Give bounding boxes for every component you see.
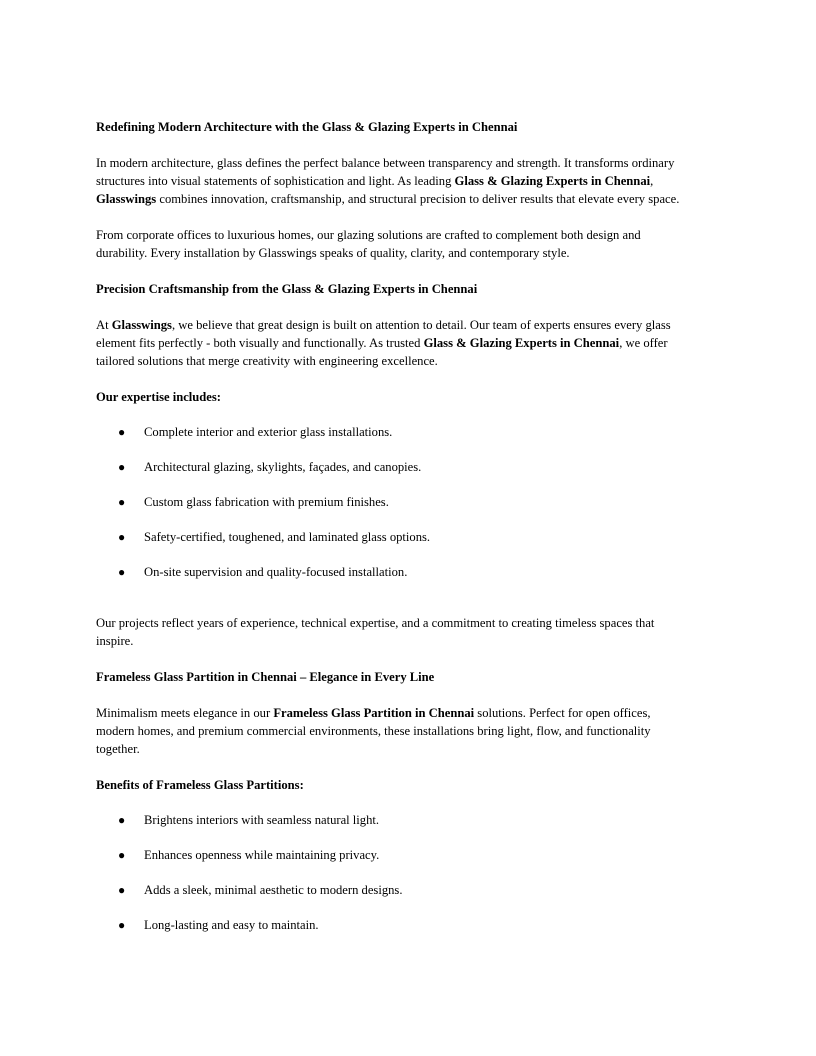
bullet-icon: ● — [118, 883, 126, 897]
benefits-list — [96, 811, 726, 934]
intro-paragraph-1: In modern architecture, glass defines the perfect balance between transparency and strength. It transforms ordinary structures into visual statements of sophistication and light. As leading Glass & Glazing Experts in Chennai, Glasswings combines innovation, craftsmanship, and structural precision to deliver results that elevate every space. — [96, 156, 680, 206]
list-item: ● Safety-certified, toughened, and laminated glass options. — [118, 530, 431, 544]
frameless-paragraph: Minimalism meets elegance in our Frameless Glass Partition in Chennai solutions. Perfect for open offices, modern homes, and premium commercial environments, these installations bring light, flow, and functionality together. — [96, 706, 651, 756]
list-item: ● On-site supervision and quality-focused installation. — [118, 565, 408, 579]
precision-paragraph: At Glasswings, we believe that great design is built on attention to detail. Our team of experts ensures every glass element fits perfectly - both visually and functionally. As trusted Glass & Glazing Experts in Chennai, we offer tailored solutions that merge creativity with engineering excellence. — [96, 318, 671, 368]
list-item: ● Architectural glazing, skylights, façades, and canopies. — [118, 460, 422, 474]
bullet-icon: ● — [118, 495, 126, 509]
bullet-icon: ● — [118, 813, 126, 827]
expertise-heading: Our expertise includes: — [96, 390, 221, 404]
benefits-heading: Benefits of Frameless Glass Partitions: — [96, 778, 304, 792]
document-page — [96, 118, 726, 951]
precision-heading: Precision Craftsmanship from the Glass & Glazing Experts in Chennai — [96, 282, 478, 296]
frameless-heading: Frameless Glass Partition in Chennai – Elegance in Every Line — [96, 670, 435, 684]
bullet-icon: ● — [118, 565, 126, 579]
bullet-icon: ● — [118, 530, 126, 544]
list-item: ● Enhances openness while maintaining privacy. — [118, 848, 380, 862]
list-item: ● Custom glass fabrication with premium finishes. — [118, 495, 389, 509]
intro-heading: Redefining Modern Architecture with the Glass & Glazing Experts in Chennai — [96, 120, 518, 134]
list-item: ● Brightens interiors with seamless natural light. — [118, 813, 380, 827]
intro-paragraph-2: From corporate offices to luxurious homes, our glazing solutions are crafted to complement both design and durability. Every installation by Glasswings speaks of quality, clarity, and contemporary style. — [96, 228, 641, 260]
expertise-list — [96, 423, 726, 581]
bullet-icon: ● — [118, 425, 126, 439]
list-item: ● Adds a sleek, minimal aesthetic to modern designs. — [118, 883, 403, 897]
list-item: ● Complete interior and exterior glass installations. — [118, 425, 393, 439]
projects-paragraph: Our projects reflect years of experience, technical expertise, and a commitment to creating timeless spaces that inspire. — [96, 616, 655, 648]
bullet-icon: ● — [118, 918, 126, 932]
list-item: ● Long-lasting and easy to maintain. — [118, 918, 319, 932]
bullet-icon: ● — [118, 848, 126, 862]
bullet-icon: ● — [118, 460, 126, 474]
